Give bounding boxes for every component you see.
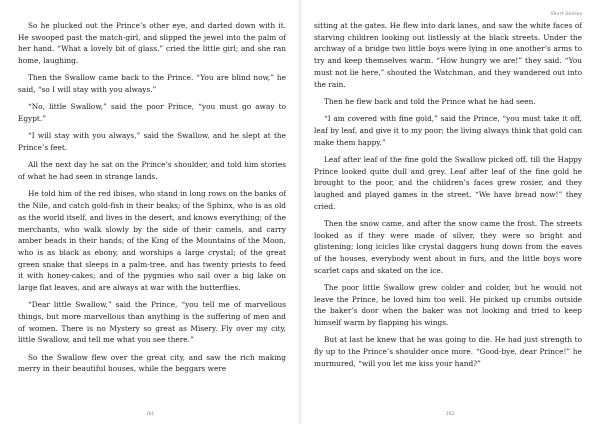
- paragraph: Then he flew back and told the Prince what he had seen.: [324, 96, 536, 106]
- running-head-left: [18, 12, 286, 20]
- paragraph: So he plucked out the Prince’s other eye, and darted down with it. He swooped past the match-girl, and slipped the jewel into the palm of her hand. “What a lovely bit of glass,” cried the little girl; and she ran home, laughing.: [18, 21, 286, 66]
- page-number-left: 161: [145, 412, 155, 417]
- paragraph: Then the snow came, and after the snow came the frost. The streets looked as if they were made of silver, they were so bright and glistening; long icicles like crystal daggers hung down from the eaves of the houses, everybody went about in furs, and the little boys wore scarlet caps and skated on the ice.: [314, 218, 582, 275]
- left-page-text: [18, 20, 286, 375]
- paragraph: “I will stay with you always,” said the Swallow, and he slept at the Prince’s feet.: [18, 131, 286, 153]
- running-head-right: Short Stories: [550, 12, 582, 17]
- paragraph: So the Swallow flew over the great city, and saw the rich making merry in their beautiful houses, while the beggars were: [18, 352, 286, 374]
- paragraph: He told him of the red ibises, who stand in long rows on the banks of the Nile, and catch gold-fish in their beaks; of the Sphinx, who is as old as the world itself, and lives in the desert, and knows everything; of the merchants, who walk slowly by the side of their camels, and carry amber beads in their hands; of the King of the Mountains of the Moon, who is as black as ebony, and worships a large crystal; of the great green snake that sleeps in a palm-tree, and has twenty priests to feed it with honey-cakes; and of the pygmies who sail over a big lake on large flat leaves, and are always at war with the butterflies.: [18, 189, 286, 293]
- right-page-text: [314, 20, 582, 370]
- paragraph: sitting at the gates. He flew into dark lanes, and saw the white faces of starving children looking out listlessly at the black streets. Under the archway of a bridge two little boys were lying in one another’s arms to try and keep themselves warm. “How hungry we are!” they said. “You must not lie here,” shouted the Watchman, and they wandered out into the rain.: [314, 21, 582, 89]
- paragraph: Then the Swallow came back to the Prince. “You are blind now,” he said, “so I will stay with you always.”: [18, 73, 286, 95]
- page-number-right: 162: [445, 412, 455, 417]
- paragraph: The poor little Swallow grew colder and colder, but he would not leave the Prince, he loved him too well. He picked up crumbs outside the baker’s door when the baker was not looking and tried to keep himself warm by flapping his wings.: [314, 283, 582, 328]
- paragraph: All the next day he sat on the Prince’s shoulder, and told him stories of what he had seen in strange lands.: [18, 160, 286, 182]
- book-gutter: [297, 0, 303, 424]
- paragraph: Leaf after leaf of the fine gold the Swallow picked off, till the Happy Prince looked quite dull and grey. Leaf after leaf of the fine gold he brought to the poor, and the children’s faces grew rosier, and they laughed and played games in the street. “We have bread now!” they cried.: [314, 154, 582, 211]
- paragraph: “I am covered with fine gold,” said the Prince, “you must take it off, leaf by leaf, and give it to my poor; the living always think that gold can make them happy.”: [314, 114, 582, 147]
- right-page: [300, 0, 600, 424]
- paragraph: But at last he knew that he was going to die. He had just strength to fly up to the Prince’s shoulder once more. “Good-bye, dear Prince!” he murmured, “will you let me kiss your hand?”: [314, 335, 582, 368]
- paragraph: “No, little Swallow,” said the poor Prince, “you must go away to Egypt.”: [18, 102, 286, 124]
- paragraph: “Dear little Swallow,” said the Prince, “you tell me of marvellous things, but more marvellous than anything is the suffering of men and of women. There is no Mystery so great as Misery. Fly over my city, little Swallow, and tell me what you see there.”: [18, 300, 286, 345]
